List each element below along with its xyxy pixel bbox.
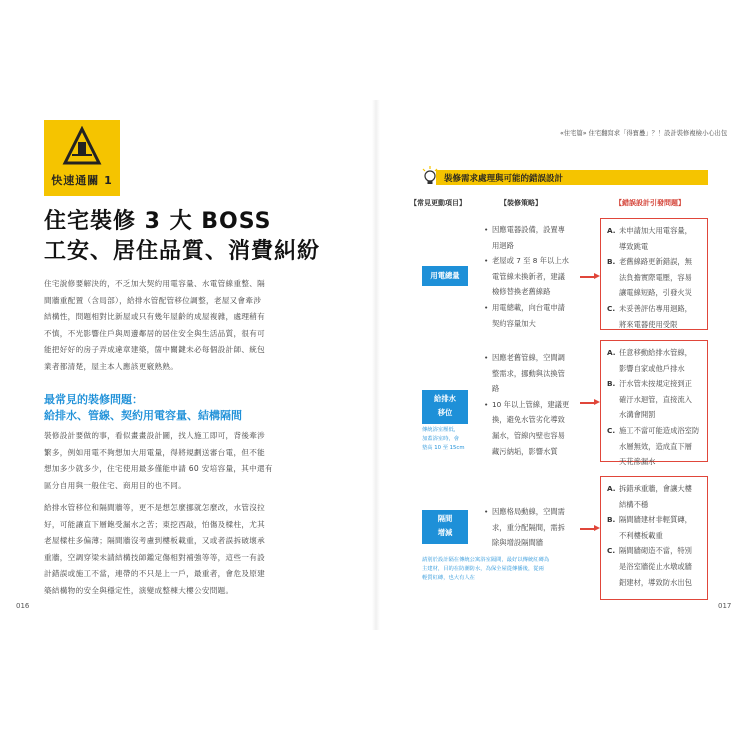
item-label: 增減 — [437, 528, 453, 537]
text-line: 漏水，管線內壁也容易 — [492, 430, 565, 440]
text-line: 好，可能讓直下層飽受漏水之苦；東挖西敲，怕傷及樑柱，尤其 — [44, 519, 266, 529]
column-header-strategy: 【裝修策略】 — [500, 199, 542, 207]
body-paragraph-3 — [44, 500, 280, 600]
error-item — [607, 423, 702, 470]
text-line: • 老屋或 7 至 8 年以上水 — [492, 256, 569, 266]
error-box-plumbing — [600, 340, 708, 467]
page-title-line1: 住宅裝修 3 大 BOSS — [44, 209, 272, 234]
body-paragraph-2 — [44, 428, 280, 494]
text-line: 汙水管未按規定接到正 — [619, 379, 692, 389]
text-line: 築結構物的安全與穩定性，演變成整棟大樓公安問題。 — [44, 585, 234, 595]
text-line: 電管線未換新者，建議 — [492, 271, 565, 281]
text-line: 業者都清楚，屋主本人應該更竅熟熟。 — [44, 361, 179, 371]
error-mark: A. — [607, 484, 616, 493]
item-box-plumbing — [422, 390, 468, 424]
text-line: • 10 年以上管線，建議更 — [492, 399, 570, 409]
item-label: 隔間 — [437, 514, 453, 523]
text-line: 水層無效，造成直下層 — [619, 441, 692, 451]
text-line: 影響自家或他戶排水 — [619, 363, 685, 373]
text-line: 結構性，問題相對比新屋或只有幾年屋齡的成屋複雜，處理稍有 — [44, 312, 266, 322]
text-line: 確汙水迴管，直接流入 — [619, 394, 692, 404]
warning-house-icon — [62, 126, 102, 166]
text-line: 路 — [492, 384, 500, 394]
text-line: 不慎，不光影響住戶與周邊鄰居的居住安全與生活品質，很有可 — [44, 328, 266, 338]
text-line: 想加多少就多少，住宅使用最多僅能申請 60 安培容量，其中還有 — [44, 464, 273, 474]
item-label: 給排水 — [434, 394, 456, 403]
page-title-line2: 工安、居住品質、消費糾紛 — [44, 239, 321, 264]
strategy-item — [484, 300, 580, 331]
text-line: 法負擔實際電壓，容易 — [619, 272, 692, 282]
text-line: 隔間牆建材非輕質磚， — [619, 515, 692, 525]
plumbing-note — [422, 426, 482, 453]
text-line: 拆錯承重牆，會讓大樓 — [619, 484, 692, 493]
error-mark: A. — [607, 226, 616, 235]
error-item — [607, 481, 702, 512]
page-number-left: 016 — [16, 602, 30, 610]
subheading-line2: 給排水、管線、契約用電容量、結構隔間 — [44, 409, 242, 422]
item-box-partition — [422, 510, 468, 544]
error-mark: B. — [607, 379, 616, 389]
strategy-item — [484, 350, 580, 397]
note-line: 傳統浴室壓低， — [422, 427, 460, 433]
text-line: 是浴室牆從止水墩或牆 — [619, 561, 692, 571]
error-item — [607, 543, 702, 590]
intro-paragraph — [44, 276, 280, 376]
error-mark: B. — [607, 515, 616, 525]
text-line: 住宅說修要解決的，不乏加大契約用電容量、水電管線重整、隔 — [44, 279, 266, 288]
error-item — [607, 512, 702, 543]
item-box-power — [422, 266, 468, 286]
subheading — [44, 392, 242, 424]
text-line: 檢修替換老舊線路 — [492, 287, 551, 297]
error-mark: C. — [607, 546, 616, 556]
error-item — [607, 223, 702, 254]
text-line: 老舊線路更新錯誤，無 — [619, 257, 692, 267]
text-line: 水溝會開罰 — [619, 410, 656, 420]
text-line: 未妥善評估專用迴路， — [619, 303, 692, 313]
text-line: 換，避免水管劣化導致 — [492, 415, 565, 425]
note-line: 輕質紅磚，也大有人在 — [422, 575, 475, 581]
section-header-bar — [436, 170, 708, 185]
error-mark: B. — [607, 257, 616, 267]
text-line: 將來電器使用受限 — [619, 319, 678, 329]
error-mark: C. — [607, 303, 616, 313]
item-label: 用電總量 — [430, 271, 460, 280]
text-line: 裝修設計要做的事，看似畫畫設計圖，找人施工即可，背後牽涉 — [44, 431, 266, 440]
strategy-list — [484, 504, 580, 551]
text-line: 未申請加大用電容量， — [619, 226, 692, 235]
note-line: 請別於設計隔在傳統公寓浴室隔間，最好以傳統紅磚為 — [422, 557, 550, 563]
error-mark: A. — [607, 348, 616, 357]
column-header-error: 【錯誤設計引發問題】 — [615, 199, 685, 207]
text-line: 繁多，例如用電不夠想加大用電量，得將規劃送審台電，但不能 — [44, 447, 266, 457]
arrow-icon — [580, 402, 596, 404]
text-line: 老屋樑柱多偏薄；隔間牆沒考慮到樓板載重，又或者誤拆破壞承 — [44, 536, 266, 546]
error-item — [607, 345, 702, 376]
text-line: 任意移動給排水管線， — [619, 348, 692, 357]
partition-note — [422, 556, 582, 583]
text-line: 導致跳電 — [619, 241, 649, 251]
text-line: 給排水管移位和隔間牆等，更不是想怎麼挪就怎麼改，水管沒拉 — [44, 503, 266, 512]
strategy-item — [484, 397, 580, 459]
page-number-right: 017 — [718, 602, 732, 610]
running-head: «住宅篇» 住宅翻寫求「得寶疊」？！設計裝修複檢小心出包 — [560, 130, 728, 137]
text-line: • 因應電器設備，設置專 — [492, 225, 565, 234]
strategy-item — [484, 253, 580, 300]
section-header-title: 裝修需求處理與可能的錯誤設計 — [444, 174, 564, 184]
note-line: 墊高 10 至 15cm — [422, 445, 465, 451]
error-mark: C. — [607, 425, 616, 435]
text-line: 施工不當可能造成浴室防 — [619, 425, 700, 435]
text-line: 除與增設隔間牆 — [492, 538, 544, 548]
arrow-icon — [580, 528, 596, 530]
text-line: 用迴路 — [492, 240, 514, 250]
error-box-power — [600, 218, 708, 330]
text-line: • 因應老舊管線，空間調 — [492, 353, 565, 362]
item-label: 移位 — [437, 408, 453, 417]
text-line: 讓電線短路，引發火災 — [619, 288, 692, 298]
strategy-item — [484, 222, 580, 253]
error-item — [607, 376, 702, 423]
note-line: 主建材，目的在防潮防水，為保全屋從傳播後，從兩 — [422, 566, 544, 572]
text-line: 計錯誤或施工不當，連帶的不只是上一戶，最重者，會危及原建 — [44, 569, 266, 579]
text-line: 重牆，空調穿梁未請結構技師鑑定傷相對補強等等，這些一有設 — [44, 552, 266, 562]
subheading-line1: 最常見的裝修問題： — [44, 393, 143, 406]
error-item — [607, 301, 702, 332]
book-gutter-shadow — [372, 100, 380, 630]
text-line: 不利樓板載重 — [619, 530, 663, 540]
error-box-partition — [600, 476, 708, 600]
text-line: 隔間牆砌造不當，特別 — [619, 546, 692, 556]
strategy-list — [484, 222, 580, 331]
text-line: 間牆重配置（含局部），給排水管配管移位調整，老屋又會牽涉 — [44, 295, 262, 305]
error-item — [607, 254, 702, 301]
badge-label: 快速通關 1 — [51, 174, 113, 187]
text-line: 能把好好的房子弄成違章建築，箇中關鍵未必每個設計師、統包 — [44, 345, 266, 355]
text-line: 契約容量加大 — [492, 318, 536, 328]
strategy-item — [484, 504, 580, 551]
text-line: 天花滲漏水 — [619, 457, 656, 467]
text-line: 結構不穩 — [619, 499, 649, 509]
arrow-icon — [580, 276, 596, 278]
strategy-list — [484, 350, 580, 459]
text-line: 藏污納垢，影響水質 — [492, 446, 558, 456]
text-line: • 用電總載，向台電申請 — [492, 302, 565, 312]
text-line: • 因應格局動線，空間需 — [492, 507, 565, 516]
text-line: 求，重分配隔間，需拆 — [492, 522, 565, 532]
text-line: 區分自用與一般住宅、商用目的也不同。 — [44, 480, 187, 490]
note-line: 加蓋浴室時，會 — [422, 436, 460, 442]
text-line: 整需求，挪動與汰換管 — [492, 368, 565, 378]
text-line: 鋁建材，導致防水出包 — [619, 577, 692, 587]
column-header-item: 【常見更動項目】 — [410, 199, 466, 207]
section-badge — [44, 120, 120, 196]
